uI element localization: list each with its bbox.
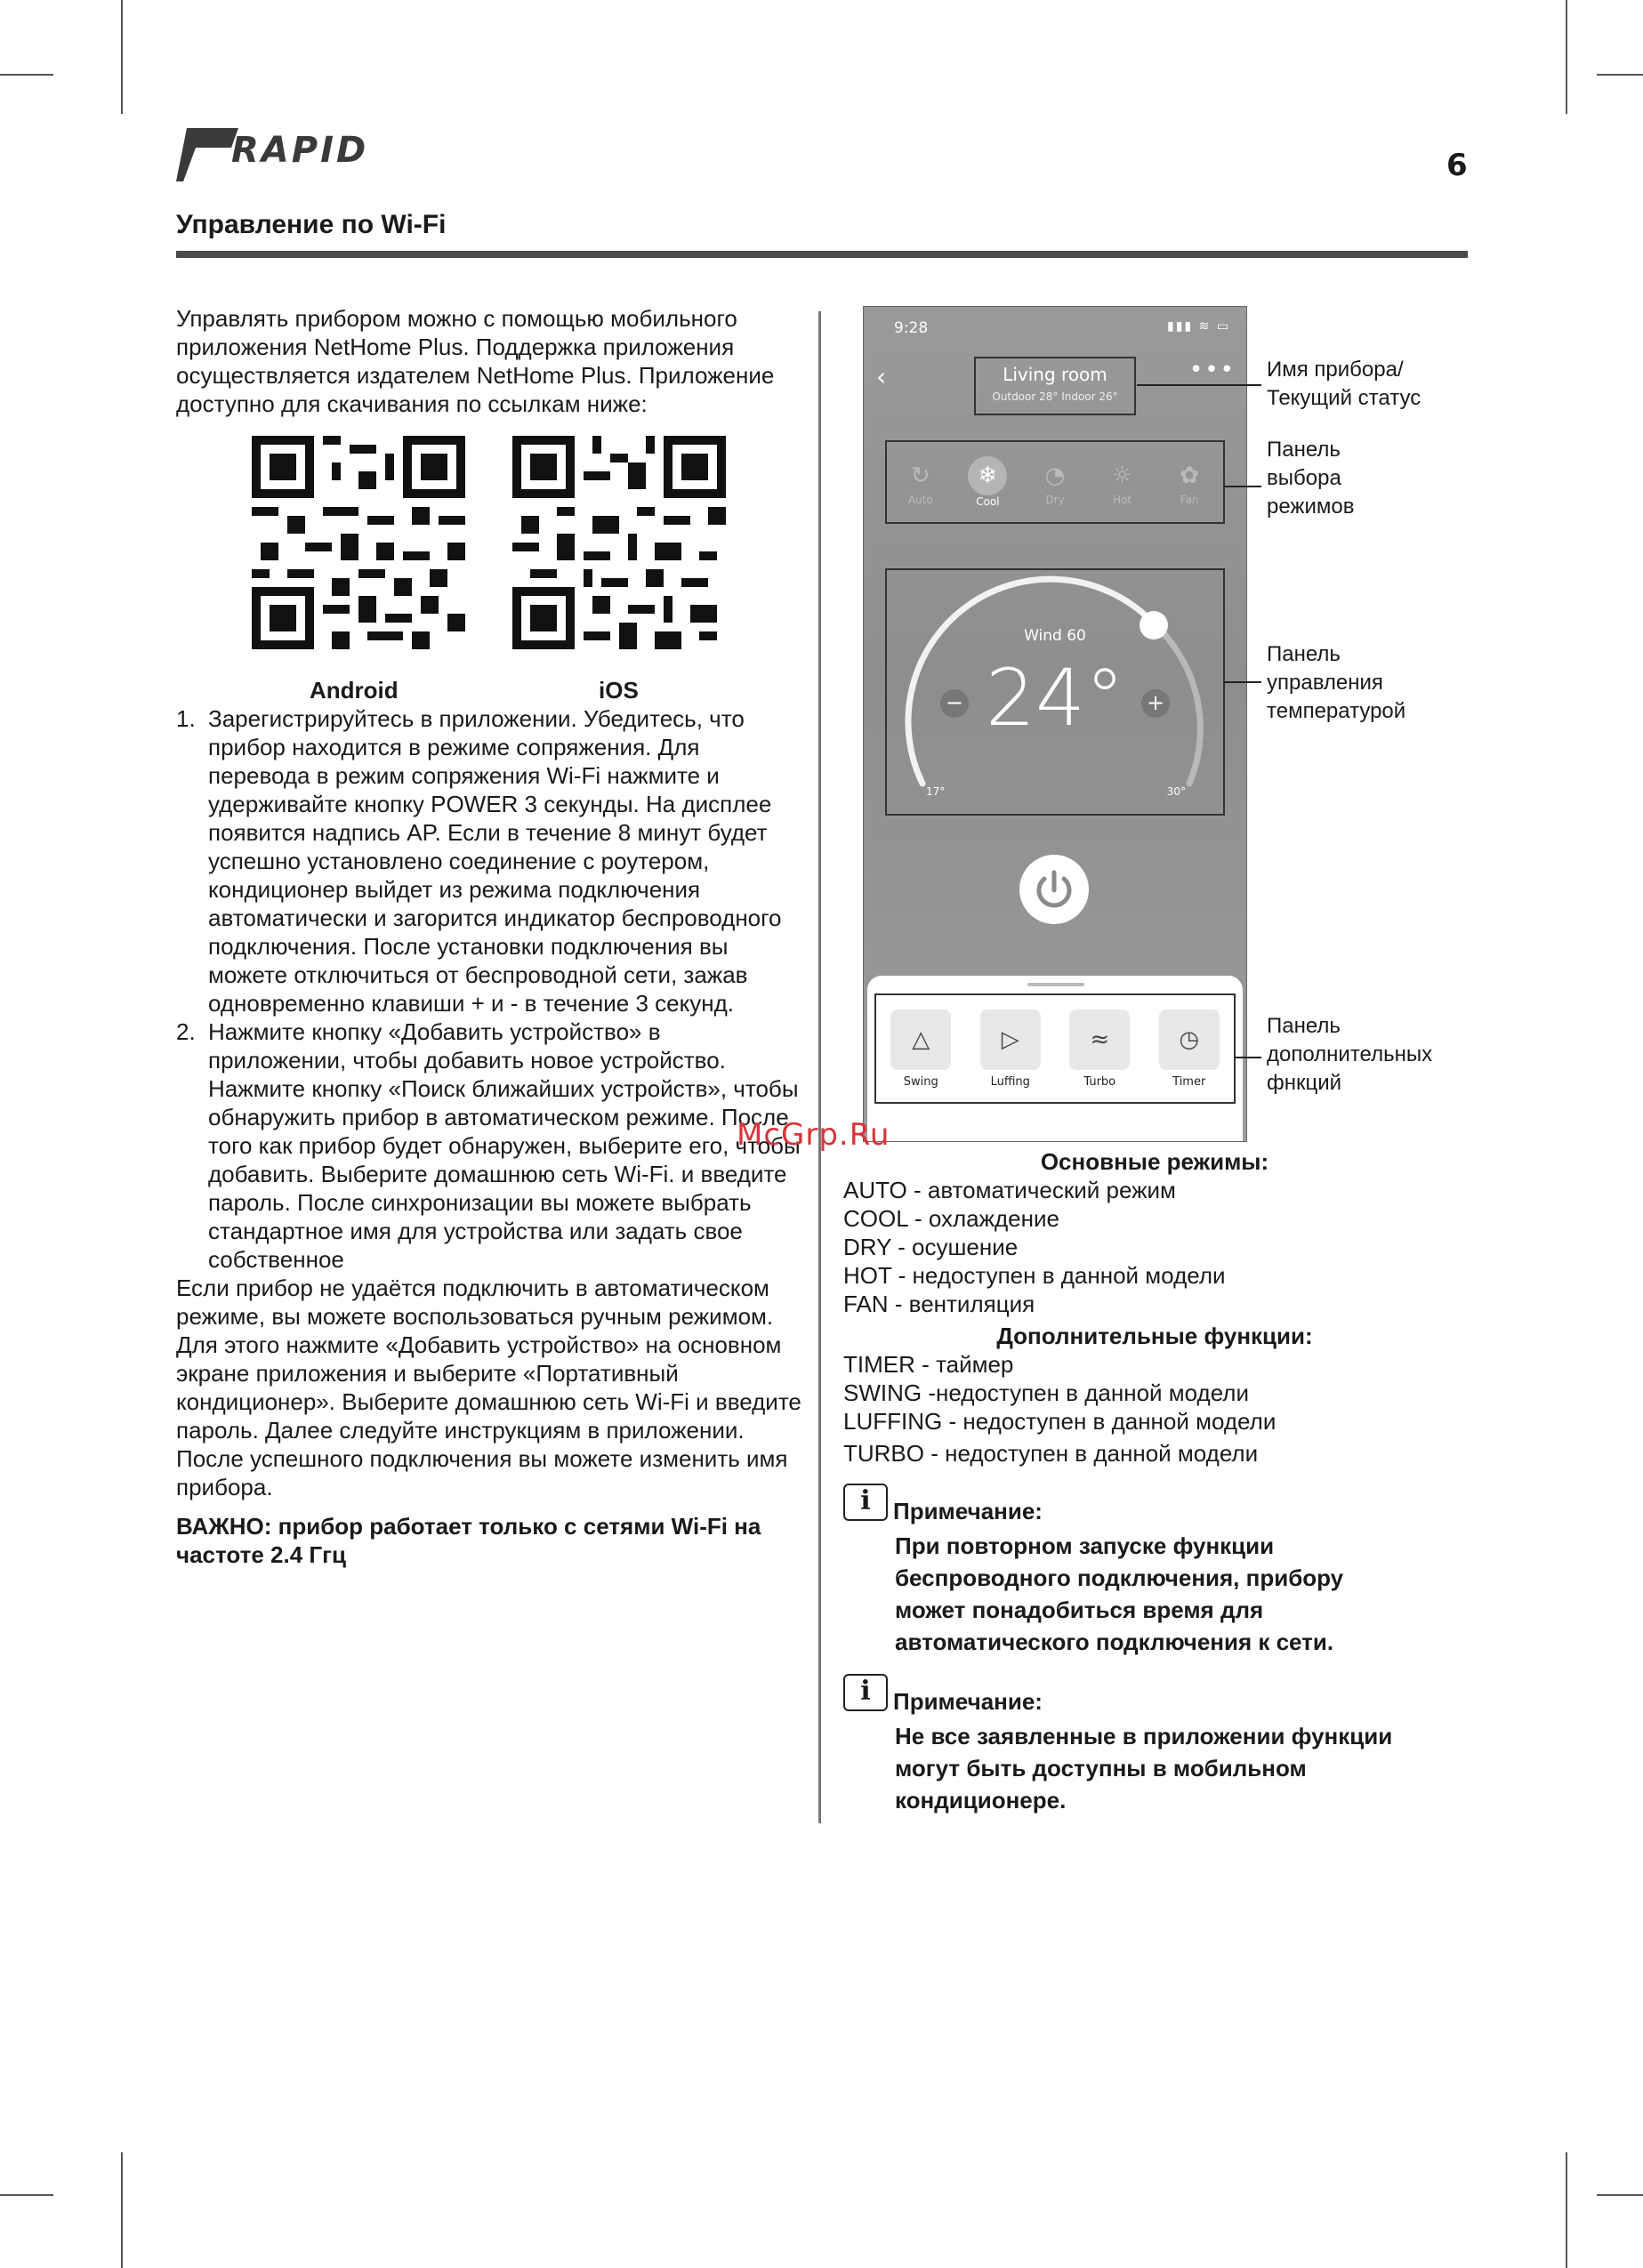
function-label: Timer [1172,1074,1206,1089]
snowflake-icon: ❄ [968,456,1007,495]
list-item [176,1017,803,1274]
brand-logo [176,125,416,183]
crop-mark [1566,0,1567,114]
crop-mark [1597,2194,1643,2196]
status-icons: ▮▮▮ ≋ ▭ [1167,319,1230,334]
list-item: TIMER - таймер [843,1351,1014,1378]
android-label: Android [310,677,399,704]
list-item: SWING -недоступен в данной модели [843,1379,1250,1406]
sheet-handle[interactable] [1027,983,1084,986]
luffing-icon: ▷ [980,1009,1041,1070]
callout-modes: Панель выбора режимов [1267,438,1355,519]
power-icon [1019,855,1089,924]
list-item: HOT - недоступен в данной модели [843,1262,1226,1289]
status-time: 9:28 [894,319,929,337]
list-item: LUFFING - недоступен в данной модели [843,1408,1277,1435]
mode-label: Auto [907,494,933,506]
qr-code-android-icon [252,436,465,649]
crop-mark [1597,74,1643,76]
qr-labels [176,676,803,704]
modes-legend [843,1147,1466,1468]
header-rule [176,251,1468,258]
device-status: Outdoor 28° Indoor 26° [992,390,1118,403]
temperature-panel [885,568,1225,816]
crop-mark [0,74,53,76]
list-item: DRY - осушение [843,1234,1019,1260]
intro-paragraph: Управлять прибором можно с помощью мобильного приложения NetHome Plus. Поддержка приложения осуществляется издателем NetHome Plus. Приложение доступно для скачивания по ссылкам ниже: [176,305,775,417]
function-swing[interactable] [888,1009,954,1089]
mode-cool[interactable] [961,456,1014,508]
steps-list [176,704,803,1274]
manual-mode-paragraph: Если прибор не удаётся подключить в автоматическом режиме, вы можете воспользоваться ручным режимом. Для этого нажмите «Добавить устройство» на основном экране приложения и выберите «Портативный кондиционер». Выберите домашнюю сеть Wi-Fi и введите пароль. Далее следуйте инструкциям в приложении. После успешного подключения вы можете изменить имя прибора. [176,1275,801,1500]
wind-speed: Wind 60 [1024,627,1086,645]
function-sheet [867,976,1243,1141]
app-screenshot [863,306,1247,1142]
qr-code-ios-icon [512,436,726,649]
step-number: 2. [176,1018,196,1045]
timer-icon: ◷ [1159,1009,1220,1070]
callout-line [1235,1057,1261,1058]
back-icon[interactable]: ‹ [876,362,887,391]
note-title: Примечание: [893,1498,1043,1524]
mode-dry[interactable] [1028,458,1082,506]
mode-label: Fan [1180,494,1199,506]
important-note: ВАЖНО: прибор работает только с сетями Wi-Fi на частоте 2.4 Ггц [176,1513,761,1568]
brand-name: RAPID [231,130,369,171]
callout-name: Имя прибора/ Текущий статус [1267,358,1422,410]
turbo-icon: ≈ [1069,1009,1130,1070]
qr-codes [176,436,803,676]
function-luffing[interactable] [978,1009,1043,1089]
callout-extra: Панель дополнительных фнкций [1267,1014,1433,1095]
plus-icon[interactable]: + [1141,689,1170,718]
logo-mark-icon [176,126,238,183]
minus-icon[interactable]: − [940,689,969,718]
mode-label: Hot [1113,494,1132,506]
temperature-setpoint: 24° [986,652,1124,744]
left-column [176,304,803,1569]
list-item: FAN - вентиляция [843,1291,1035,1317]
fan-icon: ✿ [1180,462,1200,489]
mode-label: Dry [1045,494,1065,506]
callout-line [1137,384,1261,386]
callout-temp: Панель управления температурой [1267,642,1406,723]
callout-line [1224,486,1261,487]
function-label: Turbo [1083,1074,1116,1089]
function-turbo[interactable] [1067,1009,1132,1089]
list-item: AUTO - автоматический режим [843,1177,1176,1203]
function-timer[interactable] [1156,1009,1222,1089]
note-title: Примечание: [893,1688,1043,1715]
max-temperature: 30° [1166,785,1186,798]
crop-mark [1566,2152,1567,2268]
step-text: Нажмите кнопку «Добавить устройство» в приложении, чтобы добавить новое устройство. Нажмите кнопку «Поиск ближайших устройств», чтобы обнаружить прибор в автоматическом режиме. После того как прибор будет обнаружен, выберите его, чтобы добавить. Выберите домашнюю сеть Wi-Fi. и введите пароль. После синхронизации вы можете выбрать стандартное имя для устройства или задать свое собственное [208,1018,801,1273]
list-item: TURBO - недоступен в данной модели [843,1440,1259,1467]
sun-icon: ☼ [1111,462,1133,489]
step-number: 1. [176,705,196,732]
info-icon: i [843,1484,888,1521]
info-icon: i [843,1674,888,1711]
swing-icon: △ [890,1009,951,1070]
note-body: При повторном запуске функции беспроводного подключения, прибору может понадобиться время для автоматического подключения к сети. [895,1532,1344,1655]
power-button[interactable] [1019,855,1089,924]
callout-line [1224,681,1261,683]
crop-mark [121,0,123,114]
page-number: 6 [1446,148,1468,183]
functions-legend-title: Дополнительные функции: [996,1323,1313,1349]
mode-panel [885,440,1225,524]
function-panel [874,993,1236,1104]
more-icon[interactable]: ••• [1188,357,1236,383]
auto-icon: ↻ [910,462,930,489]
device-name-panel [974,357,1136,415]
mode-label: Cool [976,495,1000,508]
watermark: McGrp.Ru [737,1117,890,1153]
modes-legend-title: Основные режимы: [1040,1148,1269,1175]
list-item [176,704,803,1017]
mode-hot[interactable] [1096,458,1149,506]
min-temperature: 17° [926,785,946,798]
note-body: Не все заявленные в приложении функции могут быть доступны в мобильном кондиционере. [895,1723,1393,1814]
column-divider [818,311,821,1823]
device-name: Living room [1003,364,1107,385]
mode-auto[interactable] [894,458,947,506]
function-label: Luffing [990,1074,1030,1089]
section-title: Управление по Wi-Fi [176,210,447,239]
step-text: Зарегистрируйтесь в приложении. Убедитесь, что прибор находится в режиме сопряжения. Для перевода в режим сопряжения Wi-Fi нажмите и удерживайте кнопку POWER 3 секунды. На дисплее появится надпись AP. Если в течение 8 минут будет успешно установлено соединение с роутером, кондиционер выйдет из режима подключения автоматически и загорится индикатор беспроводного подключения. После установки подключения вы можете отключиться от беспроводной сети, зажав одновременно клавиши + и - в течение 3 секунд. [208,705,782,1017]
mode-fan[interactable] [1163,458,1216,506]
dry-icon: ◔ [1044,462,1066,489]
list-item: COOL - охлаждение [843,1205,1059,1232]
ios-label: iOS [599,677,639,704]
crop-mark [0,2194,53,2196]
function-label: Swing [903,1074,938,1089]
crop-mark [121,2152,123,2268]
